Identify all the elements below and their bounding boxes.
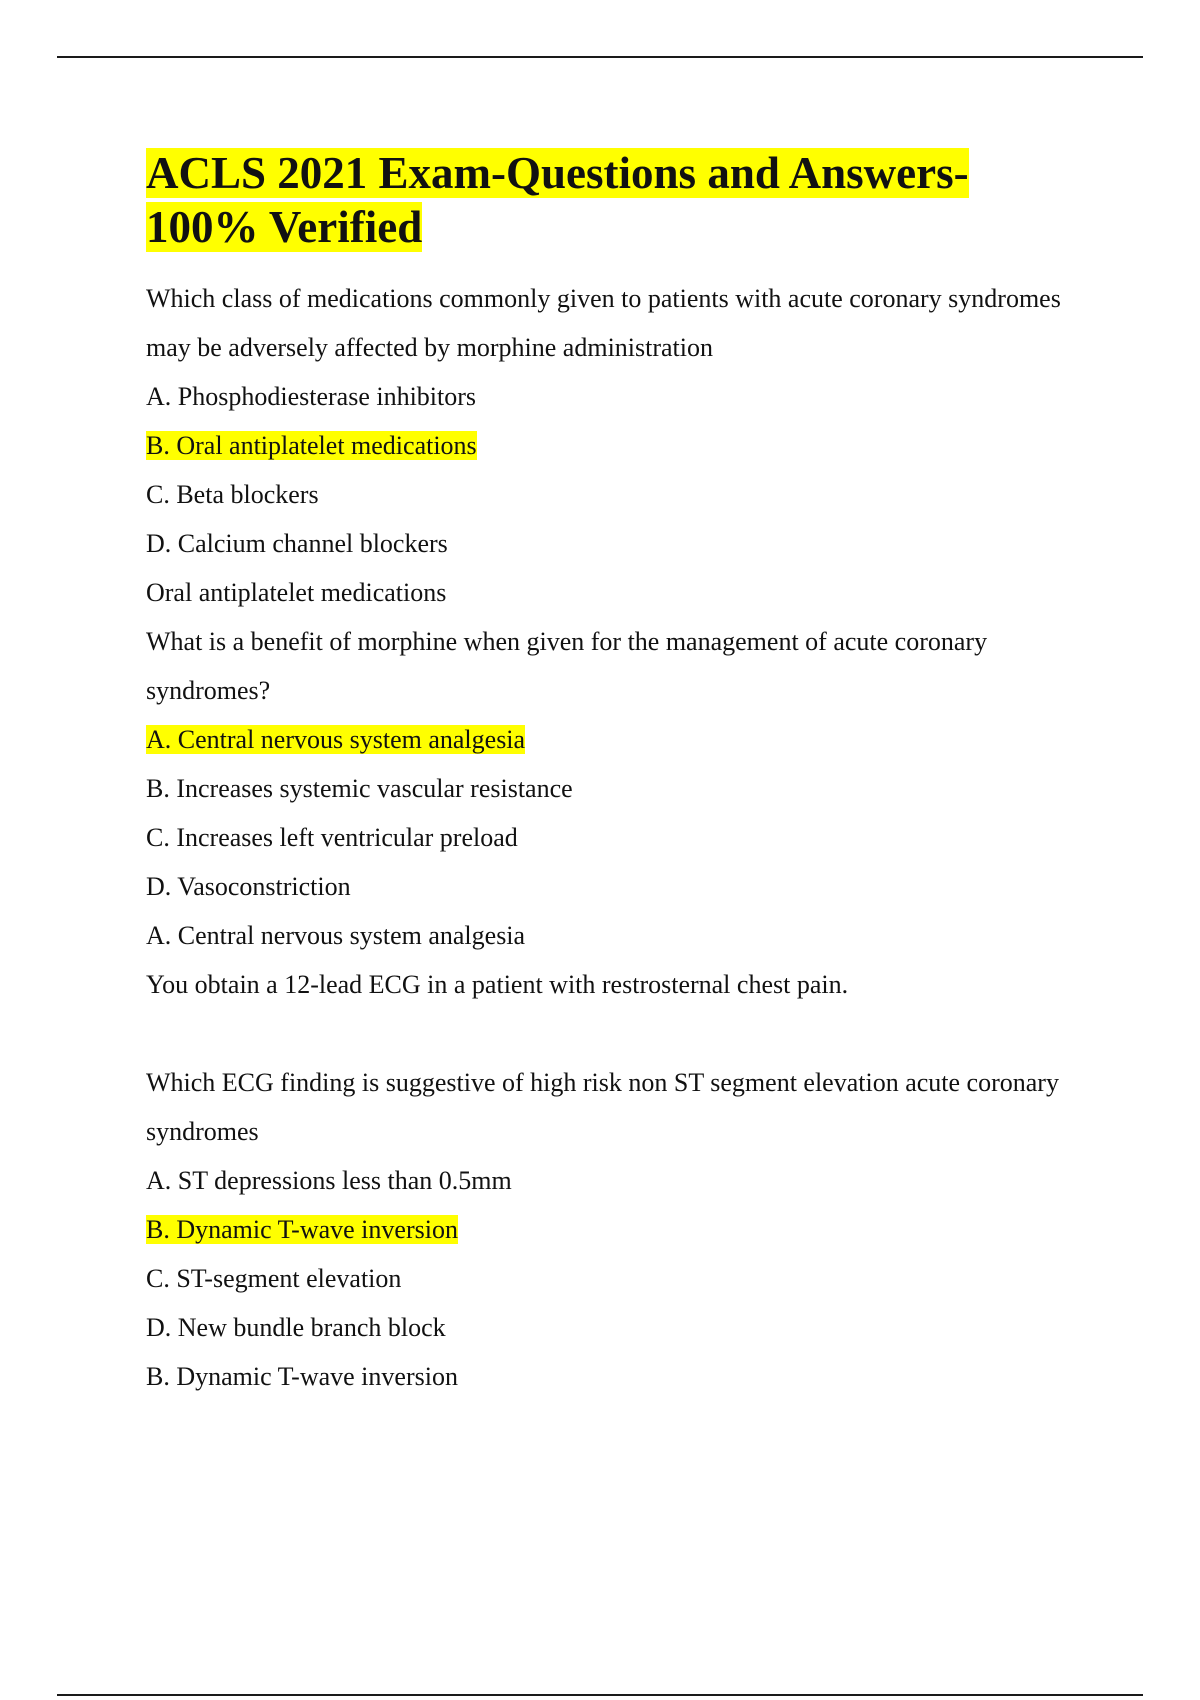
question-text: Which class of medications commonly given to patients with acute coronary syndromes may be adversely affected by morphine administration xyxy=(146,284,1061,362)
option-a: A. ST depressions less than 0.5mm xyxy=(146,1166,512,1195)
answer-text: A. Central nervous system analgesia xyxy=(146,921,526,950)
top-rule xyxy=(57,56,1143,58)
question-text: Which ECG finding is suggestive of high risk non ST segment elevation acute coronary syndromes xyxy=(146,1068,1059,1146)
question-block-2 xyxy=(146,617,1086,960)
answer-text: B. Dynamic T-wave inversion xyxy=(146,1362,458,1391)
option-c: C. ST-segment elevation xyxy=(146,1264,402,1293)
highlighted-option: B. Dynamic T-wave inversion xyxy=(146,1215,458,1244)
option-a xyxy=(146,715,1086,764)
question-text: What is a benefit of morphine when given for the management of acute coronary syndromes? xyxy=(146,627,988,705)
blank-line xyxy=(146,1009,1086,1058)
answer-text: Oral antiplatelet medications xyxy=(146,578,447,607)
option-a: A. Phosphodiesterase inhibitors xyxy=(146,382,477,411)
question-block-3 xyxy=(146,960,1086,1401)
option-c: C. Increases left ventricular preload xyxy=(146,823,518,852)
document-title-text: ACLS 2021 Exam-Questions and Answers- 100% Verified xyxy=(146,148,969,252)
highlighted-option: A. Central nervous system analgesia xyxy=(146,725,526,754)
highlighted-option: B. Oral antiplatelet medications xyxy=(146,431,477,460)
option-b: B. Increases systemic vascular resistance xyxy=(146,774,573,803)
question-intro: You obtain a 12-lead ECG in a patient with restrosternal chest pain. xyxy=(146,970,849,999)
bottom-rule xyxy=(57,1694,1143,1696)
option-d: D. Calcium channel blockers xyxy=(146,529,448,558)
question-block-1 xyxy=(146,274,1086,617)
option-d: D. New bundle branch block xyxy=(146,1313,446,1342)
option-b xyxy=(146,421,1086,470)
option-b xyxy=(146,1205,1086,1254)
document-title xyxy=(146,146,1086,254)
option-c: C. Beta blockers xyxy=(146,480,319,509)
option-d: D. Vasoconstriction xyxy=(146,872,351,901)
document-body xyxy=(146,146,1086,1401)
